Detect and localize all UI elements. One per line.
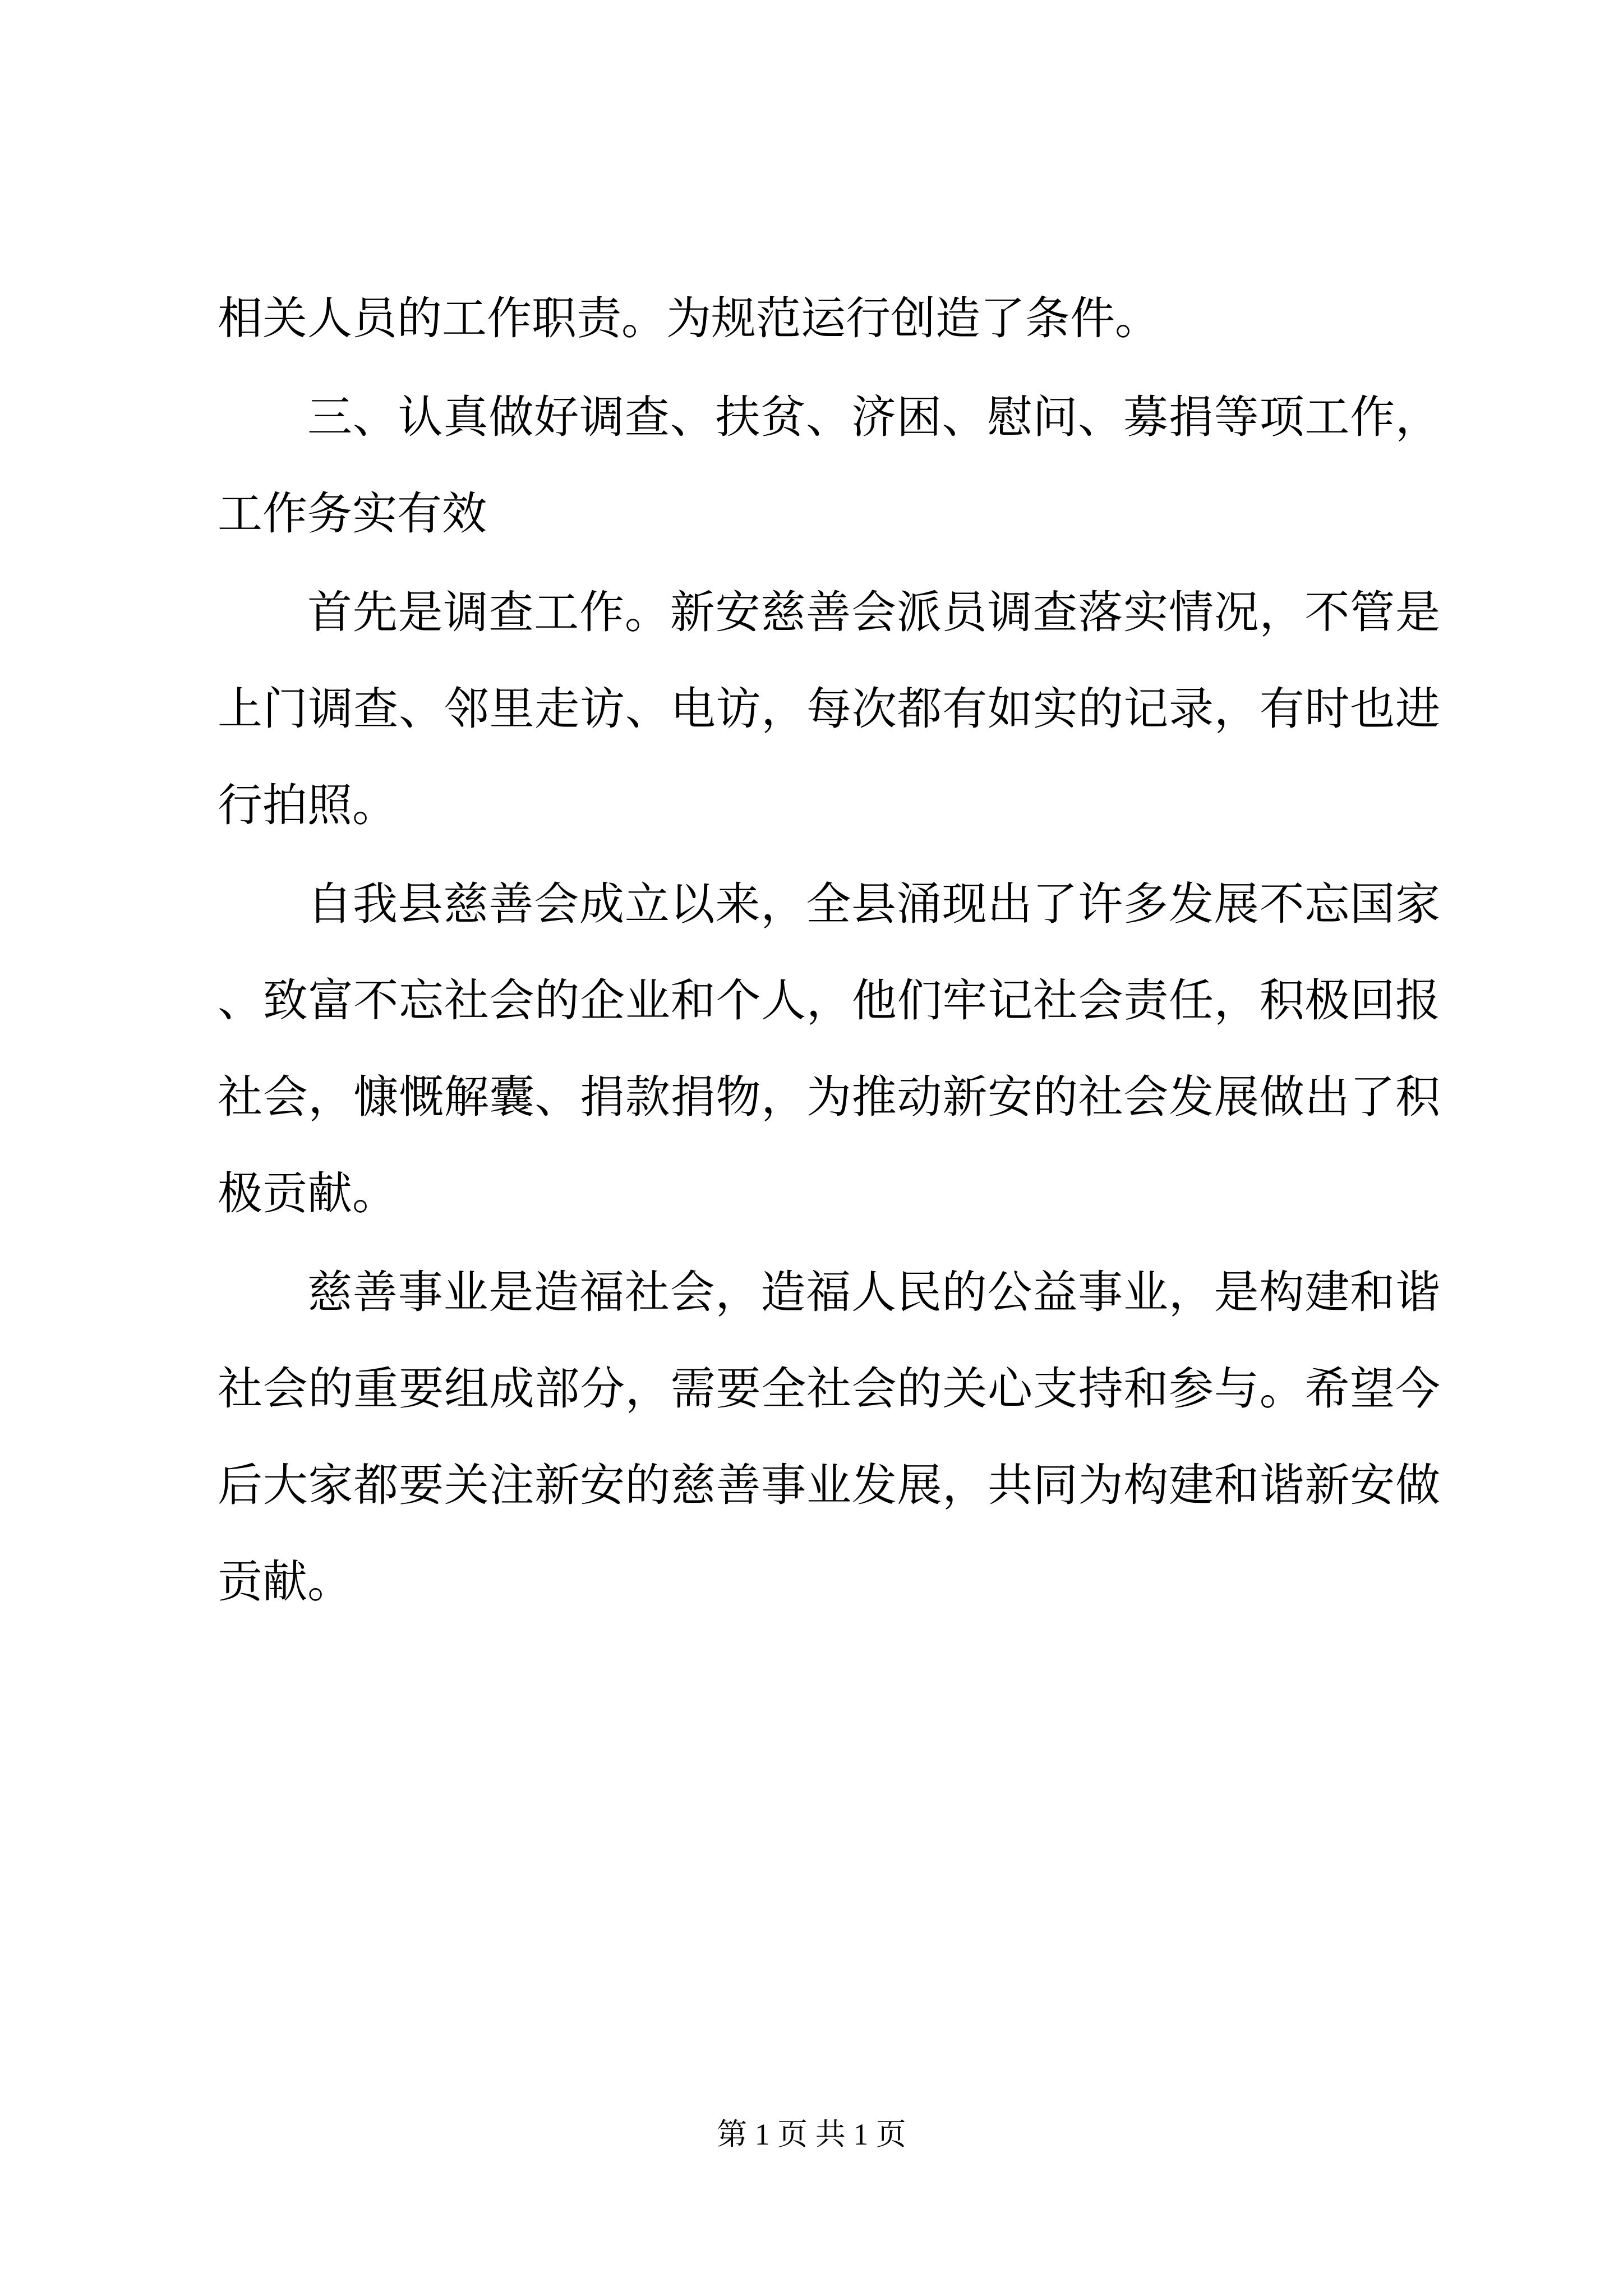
paragraph-donors: 自我县慈善会成立以来，全县涌现出了许多发展不忘国家、致富不忘社会的企业和个人，他们牢记社会责任，积极回报社会，慷慨解囊、捐款捐物，为推动新安的社会发展做出了积极贡献。 (218, 878, 1440, 1220)
paragraph-investigation: 首先是调查工作。新安慈善会派员调查落实情况，不管是上门调查、邻里走访、电访，每次都有如实的记录，有时也进行拍照。 (218, 586, 1440, 831)
paragraph-conclusion: 慈善事业是造福社会，造福人民的公益事业，是构建和谐社会的重要组成部分，需要全社会的关心支持和参与。希望今后大家都要关注新安的慈善事业发展，共同为构建和谐新安做贡献。 (218, 1266, 1440, 1608)
page-number-footer: 第 1 页 共 1 页 (717, 2118, 906, 2151)
document-body (218, 270, 1440, 1630)
paragraph-section-heading: 三、认真做好调查、扶贫、济困、慰问、募捐等项工作，工作务实有效 (218, 391, 1440, 540)
paragraph-continuation: 相关人员的工作职责。为规范运行创造了条件。 (218, 292, 1160, 344)
